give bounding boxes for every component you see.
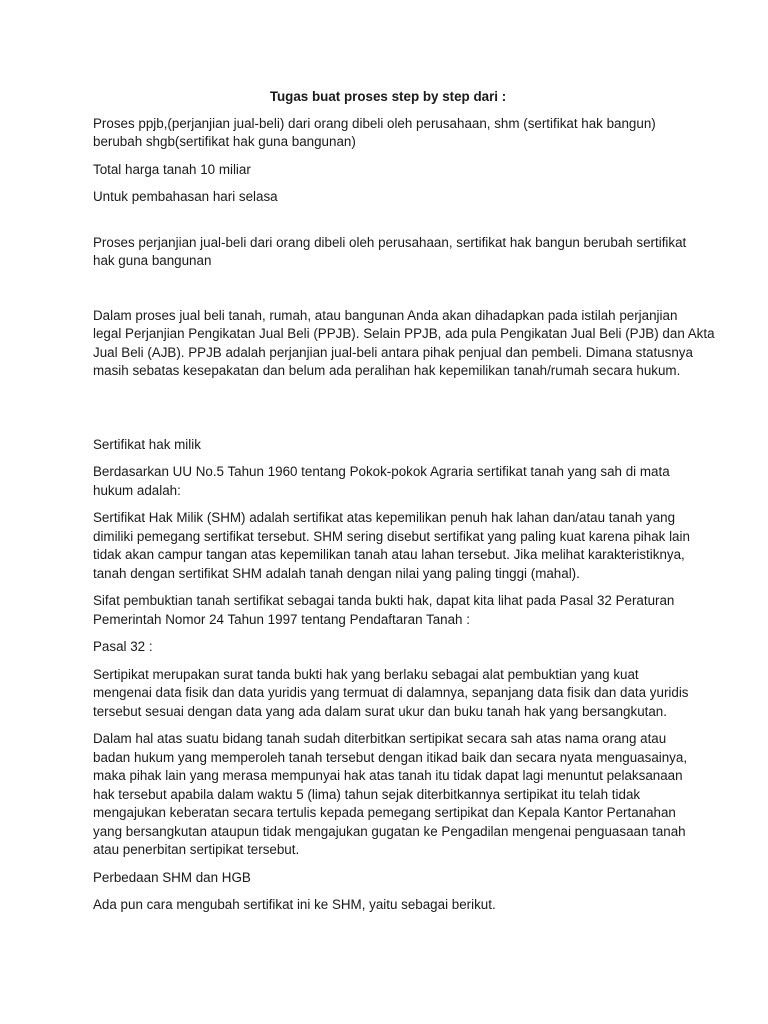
text-line: maka pihak lain yang merasa mempunyai hak atas tanah itu tidak dapat lagi menuntut pelaksanaan: [93, 768, 683, 783]
text-line: Proses ppjb,(perjanjian jual-beli) dari orang dibeli oleh perusahaan, shm (sertifikat hak bangun): [93, 115, 656, 131]
document-body: [93, 88, 715, 924]
text-line: Sertipikat merupakan surat tanda bukti hak yang berlaku sebagai alat pembuktian yang kuat: [93, 666, 639, 682]
paragraph-assignment-description: [93, 115, 683, 152]
text-line: Sifat pembuktian tanah sertifikat sebagai tanda bukti hak, dapat kita lihat pada Pasal 32 Peraturan: [93, 593, 675, 608]
paragraph-conversion-intro: Ada pun cara mengubah sertifikat ini ke SHM, yaitu sebagai berikut.: [93, 897, 496, 912]
document-title: Tugas buat proses step by step dari :: [269, 89, 507, 104]
text-line: Pemerintah Nomor 24 Tahun 1997 tentang Pendaftaran Tanah :: [93, 611, 470, 627]
text-line: badan hukum yang memperoleh tanah tersebut dengan itikad baik dan secara nyata menguasainya,: [93, 749, 688, 765]
text-line: Dalam hal atas suatu bidang tanah sudah diterbitkan sertipikat secara sah atas nama orang atau: [93, 731, 667, 746]
text-line: atau penerbitan sertipikat tersebut.: [93, 842, 300, 857]
text-line: hukum adalah:: [93, 482, 181, 498]
text-line: tersebut sesuai dengan data yang ada dalam surat ukur dan buku tanah hak yang bersangkutan.: [93, 703, 667, 719]
paragraph-shm-definition: [93, 509, 690, 583]
paragraph-proof-nature: [93, 592, 683, 629]
paragraph-pasal-32-part-2: [93, 730, 688, 860]
paragraph-uu-reference: [93, 463, 683, 500]
text-line: hak guna bangunan: [93, 253, 212, 268]
heading-sertifikat-hak-milik: Sertifikat hak milik: [93, 436, 201, 452]
text-line: berubah shgb(sertifikat hak guna bangunan): [93, 134, 356, 149]
text-line: masih sebatas kesepakatan dan belum ada peralihan hak kepemilikan tanah/rumah secara hukum.: [93, 363, 681, 378]
text-line: mengenai data fisik dan data yuridis yang termuat di dalamnya, sepanjang data fisik dan data yuridis: [93, 685, 689, 700]
paragraph-process-summary: [93, 234, 687, 271]
text-line: yang bersangkutan ataupun tidak mengajukan gugatan ke Pengadilan mengenai penguasaan tanah: [93, 823, 686, 839]
text-line: Berdasarkan UU No.5 Tahun 1960 tentang Pokok-pokok Agraria sertifikat tanah yang sah di mata: [93, 464, 670, 479]
heading-shm-vs-hgb: Perbedaan SHM dan HGB: [93, 869, 251, 885]
text-line: tidak akan campur tangan atas kepemilikan tanah atau lahan tersebut. Jika melihat karakteristiknya,: [93, 547, 685, 562]
text-line: hak tersebut apabila dalam waktu 5 (lima) tahun sejak diterbitkannya sertipikat itu telah tidak: [93, 786, 641, 802]
heading-pasal-32: Pasal 32 :: [93, 639, 153, 654]
paragraph-discussion-day: Untuk pembahasan hari selasa: [93, 189, 278, 204]
text-line: Dalam proses jual beli tanah, rumah, atau bangunan Anda akan dihadapkan pada istilah perjanjian: [93, 307, 678, 323]
text-line: Jual Beli (AJB). PPJB adalah perjanjian jual-beli antara pihak penjual dan pembeli. Dimana statusnya: [93, 344, 693, 360]
text-line: Sertifikat Hak Milik (SHM) adalah sertifikat atas kepemilikan penuh hak lahan dan/atau tanah yang: [93, 510, 676, 525]
text-line: legal Perjanjian Pengikatan Jual Beli (PPJB). Selain PPJB, ada pula Pengikatan Jual Beli (PJB) dan Akta: [93, 326, 715, 341]
paragraph-ppjb-explanation: [93, 307, 715, 381]
text-line: tanah dengan sertifikat SHM adalah tanah dengan nilai yang paling tinggi (mahal).: [93, 565, 580, 581]
text-line: Proses perjanjian jual-beli dari orang dibeli oleh perusahaan, sertifikat hak bangun berubah sertifikat: [93, 234, 687, 250]
paragraph-total-price: Total harga tanah 10 miliar: [93, 161, 251, 177]
paragraph-pasal-32-part-1: [93, 666, 689, 722]
text-line: mengajukan keberatan secara tertulis kepada pemegang sertipikat dan Kepala Kantor Pertanahan: [93, 805, 676, 820]
text-line: dimiliki pemegang sertifikat tersebut. SHM sering disebut sertifikat yang paling kuat karena pihak lain: [93, 528, 690, 544]
